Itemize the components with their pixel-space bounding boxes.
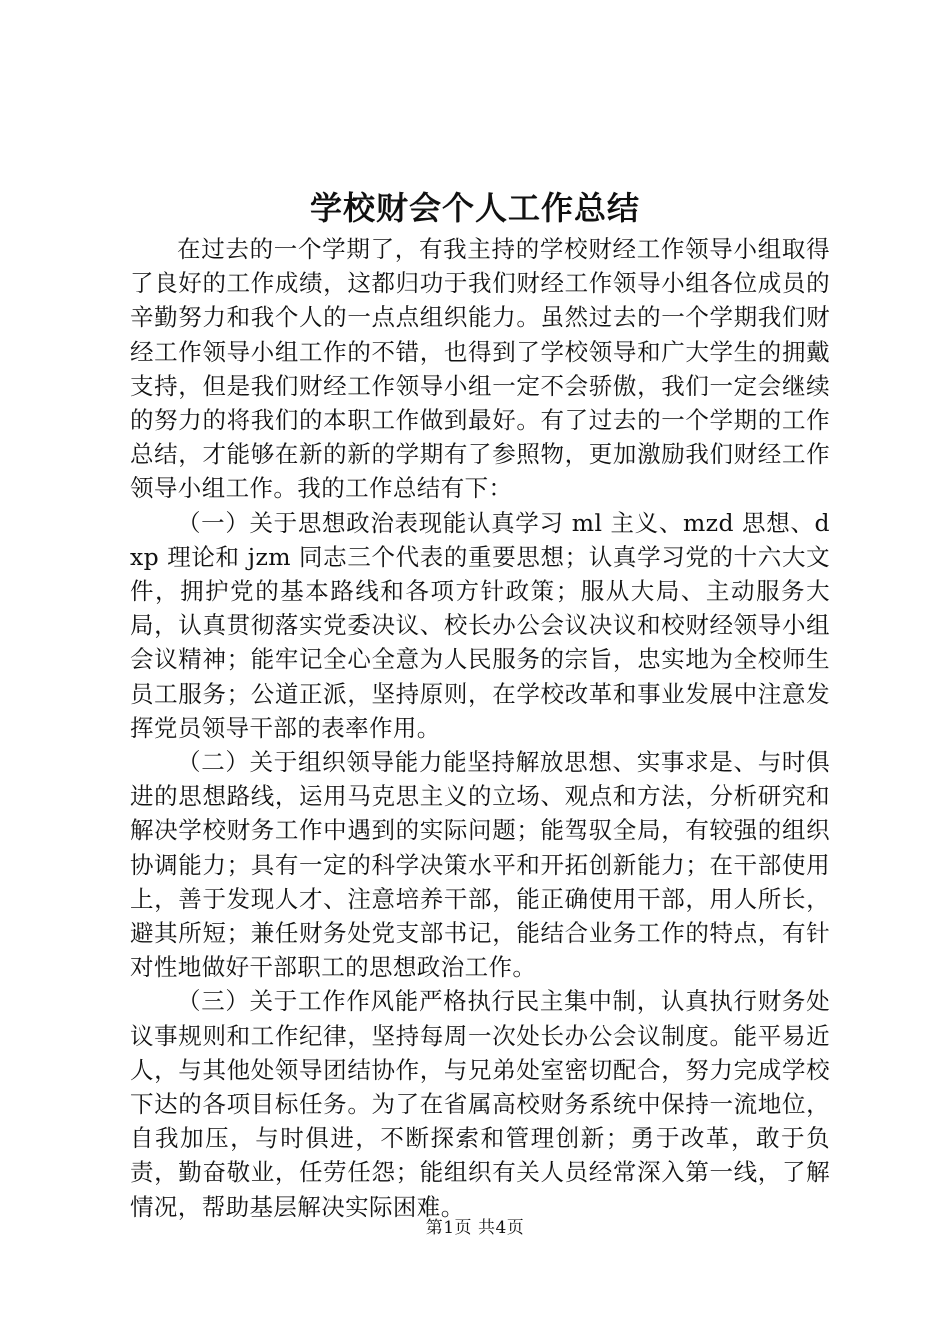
paragraph-intro: 在过去的一个学期了，有我主持的学校财经工作领导小组取得了良好的工作成绩，这都归功于我们财经工作领导小组各位成员的辛勤努力和我个人的一点点组织能力。虽然过去的一个学期我们财经工作领导小组工作的不错，也得到了学校领导和广大学生的拥戴支持，但是我们财经工作领导小组一定不会骄傲，我们一定会继续的努力的将我们的本职工作做到最好。有了过去的一个学期的工作总结，才能够在新的新的学期有了参照物，更加激励我们财经工作领导小组工作。我的工作总结有下： <box>130 235 830 503</box>
paragraph-political: （一）关于思想政治表现能认真学习 ml 主义、mzd 思想、dxp 理论和 jzm 同志三个代表的重要思想；认真学习党的十六大文件，拥护党的基本路线和各项方针政策；服从大局、主动服务大局，认真贯彻落实党委决议、校长办公会议决议和校财经领导小组会议精神；能牢记全心全意为人民服务的宗旨，忠实地为全校师生员工服务；公道正派，坚持原则，在学校改革和事业发展中注意发挥党员领导干部的表率作用。 <box>130 508 830 742</box>
paragraph-work-style: （三）关于工作作风能严格执行民主集中制，认真执行财务处议事规则和工作纪律，坚持每周一次处长办公会议制度。能平易近人，与其他处领导团结协作，与兄弟处室密切配合，努力完成学校下达的各项目标任务。为了在省属高校财务系统中保持一流地位，自我加压，与时俱进，不断探索和管理创新；勇于改革，敢于负责，勤奋敬业，任劳任怨；能组织有关人员经常深入第一线，了解情况，帮助基层解决实际困难。 <box>130 987 830 1221</box>
page-footer: 第1页 共4页 <box>425 1218 525 1238</box>
document-body <box>130 232 830 1224</box>
paragraph-leadership: （二）关于组织领导能力能坚持解放思想、实事求是、与时俱进的思想路线，运用马克思主义的立场、观点和方法，分析研究和解决学校财务工作中遇到的实际问题；能驾驭全局，有较强的组织协调能力；具有一定的科学决策水平和开拓创新能力；在干部使用上，善于发现人才、注意培养干部，能正确使用干部，用人所长，避其所短；兼任财务处党支部书记，能结合业务工作的特点，有针对性地做好干部职工的思想政治工作。 <box>130 748 830 982</box>
document-title: 学校财会个人工作总结 <box>309 189 640 227</box>
